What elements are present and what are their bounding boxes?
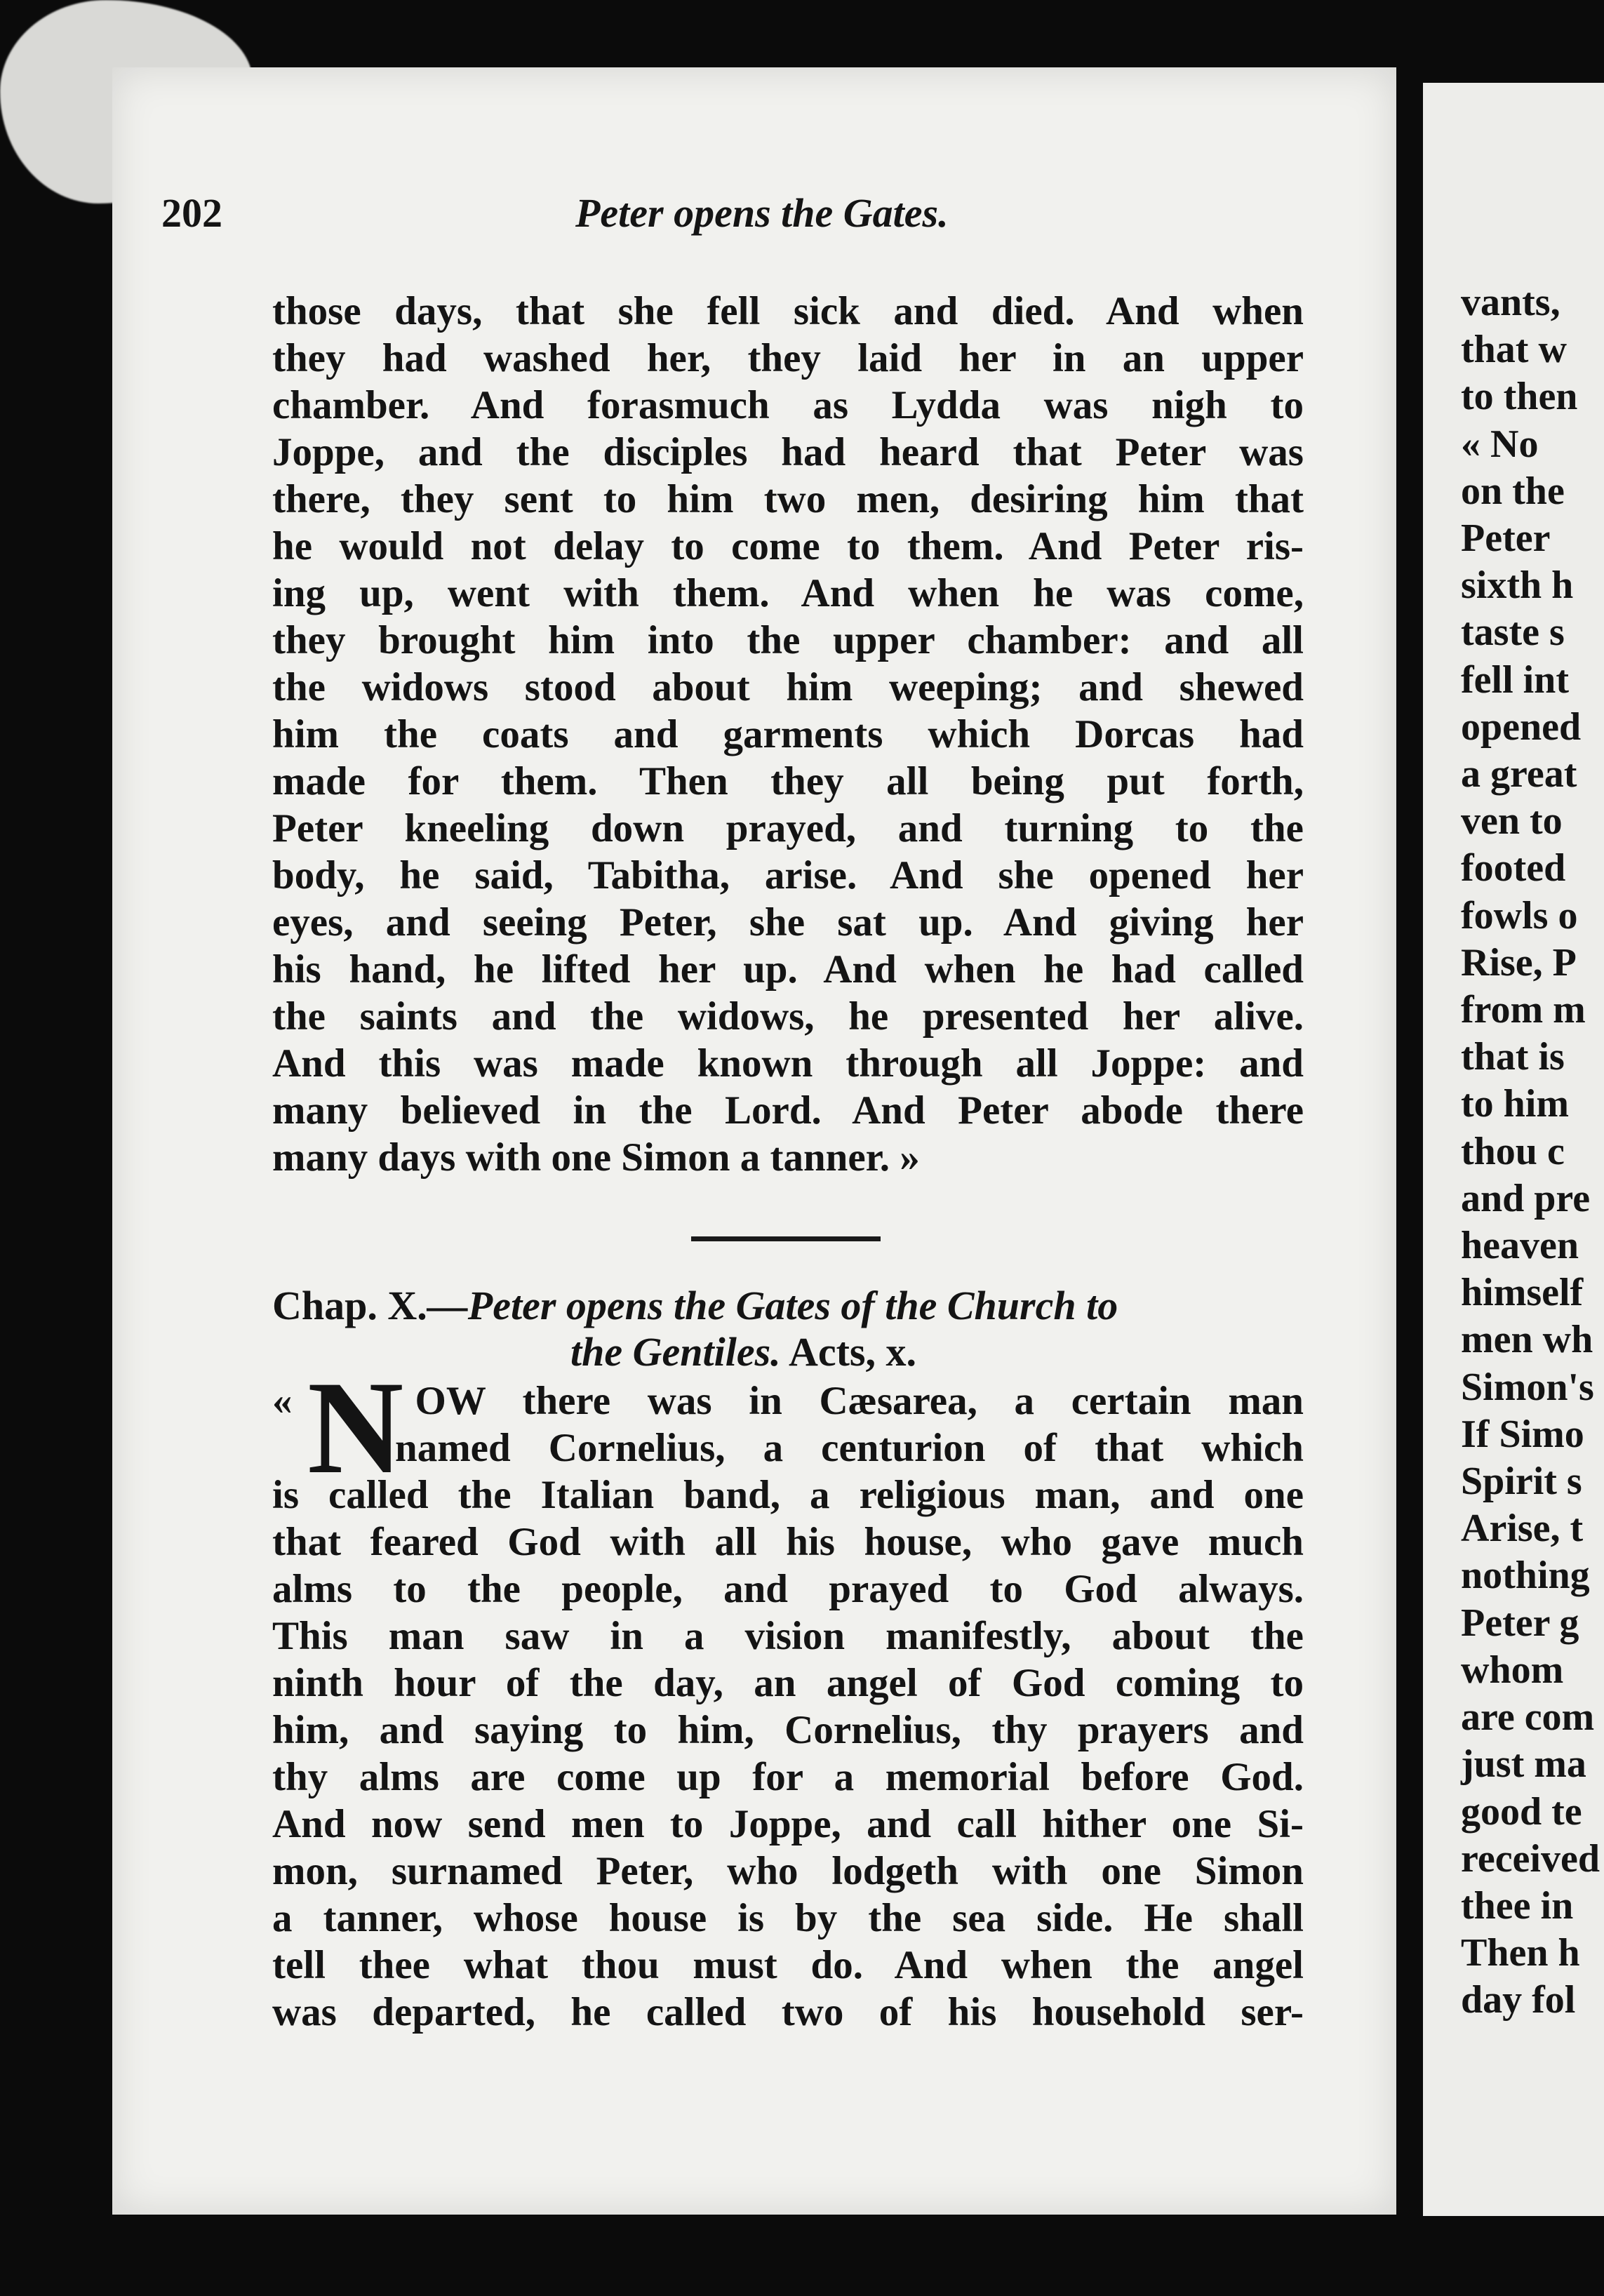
fragment-line: to him bbox=[1461, 1082, 1569, 1126]
passage-2 bbox=[272, 1354, 1304, 2036]
text-line: chamber. And forasmuch as Lydda was nigh to bbox=[272, 383, 1304, 427]
fragment-line: ven to bbox=[1461, 799, 1563, 843]
fragment-line: footed bbox=[1461, 846, 1566, 890]
text-line: his hand, he lifted her up. And when he had called bbox=[272, 947, 1304, 992]
text-line: And now send men to Joppe, and call hither one Si- bbox=[272, 1802, 1304, 1846]
chapter-number: Chap. X. bbox=[272, 1283, 427, 1328]
text-line: This man saw in a vision manifestly, about the bbox=[272, 1614, 1304, 1658]
text-line: alms to the people, and prayed to God always. bbox=[272, 1567, 1304, 1611]
fragment-line: good te bbox=[1461, 1789, 1582, 1834]
fragment-line: thee in bbox=[1461, 1883, 1574, 1928]
text-line: the widows stood about him weeping; and shewed bbox=[272, 665, 1304, 709]
fragment-line: men wh bbox=[1461, 1318, 1593, 1362]
text-line: thy alms are come up for a memorial before God. bbox=[272, 1755, 1304, 1799]
fragment-line: day fol bbox=[1461, 1978, 1576, 2022]
fragment-line: taste s bbox=[1461, 610, 1565, 655]
chapter-heading bbox=[272, 1283, 1304, 1375]
fragment-line: from m bbox=[1461, 988, 1586, 1032]
text-line: many days with one Simon a tanner. » bbox=[272, 1135, 920, 1180]
drop-cap: N bbox=[307, 1354, 404, 1502]
text-line: is called the Italian band, a religious man, and one bbox=[272, 1473, 1304, 1517]
fragment-line: Simon's bbox=[1461, 1365, 1594, 1409]
adjacent-page-text bbox=[1461, 279, 1604, 2024]
running-head bbox=[161, 189, 1256, 246]
text-line: him the coats and garments which Dorcas had bbox=[272, 712, 1304, 756]
fragment-line: that is bbox=[1461, 1035, 1565, 1079]
fragment-line: « No bbox=[1461, 422, 1539, 466]
text-line: they brought him into the upper chamber: and all bbox=[272, 618, 1304, 662]
fragment-line: whom bbox=[1461, 1648, 1564, 1692]
fragment-line: Then h bbox=[1461, 1931, 1580, 1975]
fragment-line: Spirit s bbox=[1461, 1460, 1582, 1504]
fragment-line: a great bbox=[1461, 752, 1577, 796]
passage-1 bbox=[272, 288, 1304, 1181]
text-line: mon, surnamed Peter, who lodgeth with one Simon bbox=[272, 1849, 1304, 1893]
fragment-line: thou c bbox=[1461, 1129, 1565, 1173]
text-line: And this was made known through all Joppe: and bbox=[272, 1041, 1304, 1086]
fragment-line: received bbox=[1461, 1836, 1600, 1881]
page-number: 202 bbox=[161, 190, 222, 236]
fragment-line: Peter g bbox=[1461, 1601, 1579, 1645]
fragment-line: Arise, t bbox=[1461, 1507, 1584, 1551]
text-line: tell thee what thou must do. And when the angel bbox=[272, 1943, 1304, 1987]
fragment-line: vants, bbox=[1461, 281, 1560, 324]
text-line: a tanner, whose house is by the sea side. He shall bbox=[272, 1896, 1304, 1940]
text-line: ninth hour of the day, an angel of God coming to bbox=[272, 1661, 1304, 1705]
chapter-title: —Peter opens the Gates of the Church to bbox=[427, 1283, 1118, 1328]
fragment-line: fell int bbox=[1461, 658, 1569, 702]
fragment-line: nothing bbox=[1461, 1554, 1590, 1598]
fragment-line: opened bbox=[1461, 705, 1582, 749]
text-line: was departed, he called two of his household ser- bbox=[272, 1990, 1304, 2034]
fragment-line: sixth h bbox=[1461, 563, 1574, 608]
fragment-line: that w bbox=[1461, 328, 1567, 372]
text-line: they had washed her, they laid her in an upper bbox=[272, 336, 1304, 380]
fragment-line: Peter bbox=[1461, 516, 1551, 561]
text-line: him, and saying to him, Cornelius, thy prayers and bbox=[272, 1708, 1304, 1752]
text-line: those days, that she fell sick and died. And when bbox=[272, 289, 1304, 333]
text-line-first: « OW there was in Cæsarea, a certain man bbox=[272, 1379, 1304, 1423]
text-line: Joppe, and the disciples had heard that Peter was bbox=[272, 430, 1304, 474]
fragment-line: and pre bbox=[1461, 1176, 1591, 1220]
text-line: there, they sent to him two men, desiring him that bbox=[272, 477, 1304, 521]
text-line: eyes, and seeing Peter, she sat up. And giving her bbox=[272, 900, 1304, 945]
fragment-line: to then bbox=[1461, 375, 1578, 419]
text-line: many believed in the Lord. And Peter abode there bbox=[272, 1088, 1304, 1133]
text-line: ing up, went with them. And when he was come, bbox=[272, 571, 1304, 615]
text-line: made for them. Then they all being put forth, bbox=[272, 759, 1304, 803]
text-line: body, he said, Tabitha, arise. And she opened her bbox=[272, 853, 1304, 897]
fragment-line: himself bbox=[1461, 1271, 1584, 1315]
chapter-title-continued: the Gentiles. bbox=[570, 1329, 781, 1375]
fragment-line: are com bbox=[1461, 1695, 1595, 1740]
section-divider bbox=[691, 1236, 881, 1241]
opening-quote: « bbox=[272, 1379, 293, 1423]
fragment-line: just ma bbox=[1461, 1742, 1586, 1787]
text-line: Peter kneeling down prayed, and turning to the bbox=[272, 806, 1304, 850]
chapter-reference: Acts, x. bbox=[788, 1329, 916, 1375]
text-line: named Cornelius, a centurion of that which bbox=[395, 1426, 1304, 1470]
fragment-line: heaven bbox=[1461, 1224, 1579, 1268]
fragment-line: If Simo bbox=[1461, 1412, 1584, 1456]
text-line: the saints and the widows, he presented her alive. bbox=[272, 994, 1304, 1039]
text-line: he would not delay to come to them. And Peter ris- bbox=[272, 524, 1304, 568]
text-line: that feared God with all his house, who gave much bbox=[272, 1520, 1304, 1564]
fragment-line: on the bbox=[1461, 469, 1565, 513]
fragment-line: fowls o bbox=[1461, 893, 1578, 937]
fragment-line: Rise, P bbox=[1461, 940, 1577, 985]
running-title: Peter opens the Gates. bbox=[575, 190, 949, 236]
